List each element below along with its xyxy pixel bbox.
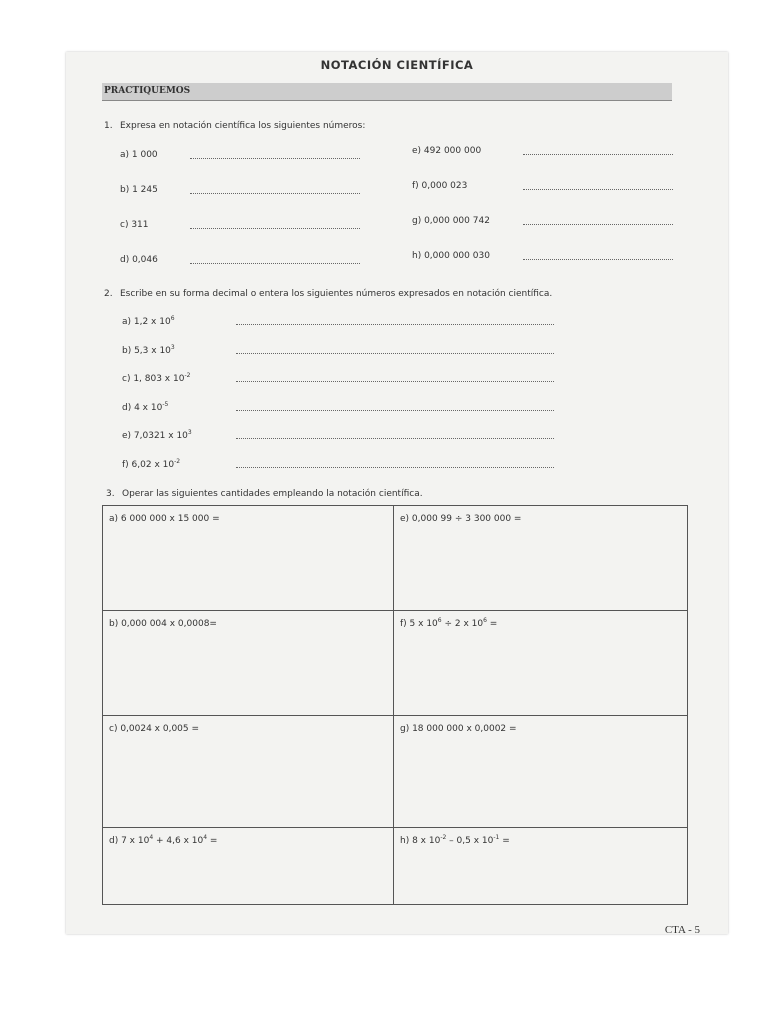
q1-item-label: d) 0,046 bbox=[120, 255, 158, 265]
q2-item-base: e) 7,0321 x 10 bbox=[122, 431, 188, 442]
question-1 bbox=[104, 121, 365, 131]
operation-label: d) 7 x $10^4 + 4,6$ x $10^4$ = bbox=[109, 834, 218, 846]
q2-item-label bbox=[122, 460, 180, 470]
operation-cell[interactable] bbox=[103, 506, 393, 610]
question-3-text: Operar las siguientes cantidades empleando la notación científica. bbox=[122, 489, 423, 499]
q2-item-base: d) 4 x 10 bbox=[122, 402, 163, 413]
operation-label: e) 0,000 99 ÷ 3 300 000 = bbox=[400, 514, 522, 524]
q1-item-label: e) 492 000 000 bbox=[412, 146, 482, 156]
q1-answer-line[interactable] bbox=[523, 259, 673, 260]
operation-cell[interactable] bbox=[393, 827, 687, 904]
q2-answer-line[interactable] bbox=[236, 324, 554, 325]
q2-answer-line[interactable] bbox=[236, 467, 554, 468]
q2-item-exponent: 3 bbox=[187, 429, 192, 437]
operation-cell[interactable] bbox=[393, 715, 687, 827]
operation-label: a) 6 000 000 x 15 000 = bbox=[109, 514, 220, 524]
operation-cell[interactable] bbox=[393, 506, 687, 610]
question-1-number: 1. bbox=[104, 121, 113, 131]
question-3-number: 3. bbox=[106, 489, 115, 499]
q2-answer-line[interactable] bbox=[236, 438, 554, 439]
q1-item-label: c) 311 bbox=[120, 220, 149, 230]
question-2-number: 2. bbox=[104, 289, 113, 299]
q1-item-label: g) 0,000 000 742 bbox=[412, 216, 490, 226]
q1-item-label: b) 1 245 bbox=[120, 185, 158, 195]
worksheet-page bbox=[66, 52, 728, 934]
question-2 bbox=[104, 289, 552, 299]
q1-answer-line[interactable] bbox=[190, 263, 360, 264]
operation-label: h) 8 x $10^{-2} - 0,5$ x $10^{-1}$ = bbox=[400, 834, 510, 846]
q1-answer-line[interactable] bbox=[523, 154, 673, 155]
q2-item-exponent: 6 bbox=[170, 315, 175, 322]
q1-answer-line[interactable] bbox=[190, 158, 360, 159]
q2-item-exponent: -5 bbox=[162, 400, 169, 408]
operation-label: b) 0,000 004 x 0,0008= bbox=[109, 619, 217, 629]
operation-cell[interactable] bbox=[103, 715, 393, 827]
q2-item-label bbox=[122, 374, 190, 384]
q2-item-base: b) 5,3 x 10 bbox=[122, 345, 171, 356]
q1-item-label: a) 1 000 bbox=[120, 150, 158, 160]
page-footer: CTA - 5 bbox=[664, 924, 700, 936]
q2-item-label bbox=[122, 317, 175, 327]
q1-answer-line[interactable] bbox=[190, 193, 360, 194]
q1-answer-line[interactable] bbox=[523, 224, 673, 225]
q2-answer-line[interactable] bbox=[236, 410, 554, 411]
operation-label: c) 0,0024 x 0,005 = bbox=[109, 724, 200, 734]
q2-answer-line[interactable] bbox=[236, 353, 554, 354]
q1-item-label: f) 0,000 023 bbox=[412, 181, 468, 191]
q2-item-label bbox=[122, 400, 169, 413]
q2-item-exponent: -2 bbox=[174, 458, 181, 465]
operation-label: g) 18 000 000 x 0,0002 = bbox=[400, 724, 517, 734]
q2-item-base: c) 1, 803 x 10 bbox=[122, 374, 185, 385]
q2-item-exponent: -2 bbox=[184, 372, 191, 380]
page-title: NOTACIÓN CIENTÍFICA bbox=[320, 58, 474, 72]
operation-cell[interactable] bbox=[103, 827, 393, 904]
operations-table bbox=[102, 505, 688, 905]
question-2-text: Escribe en su forma decimal o entera los siguientes números expresados en notación científica. bbox=[120, 289, 553, 299]
q2-item-base: a) 1,2 x 10 bbox=[122, 317, 171, 327]
operation-cell[interactable] bbox=[393, 610, 687, 715]
q2-item-exponent: 3 bbox=[170, 343, 175, 351]
q2-item-label bbox=[122, 431, 192, 441]
operation-label: f) 5 x $10^6 \div 2$ x $10^6$ = bbox=[400, 617, 498, 629]
q2-answer-line[interactable] bbox=[236, 381, 554, 382]
q1-item-label: h) 0,000 000 030 bbox=[412, 251, 490, 261]
q2-item-label bbox=[122, 343, 175, 356]
section-banner bbox=[102, 83, 672, 101]
question-1-text: Expresa en notación científica los siguientes números: bbox=[120, 121, 366, 131]
q1-answer-line[interactable] bbox=[190, 228, 360, 229]
section-banner-label: PRACTIQUEMOS bbox=[104, 86, 191, 96]
q2-item-base: f) 6,02 x 10 bbox=[122, 460, 175, 470]
question-3 bbox=[106, 489, 423, 499]
q1-answer-line[interactable] bbox=[523, 189, 673, 190]
operation-cell[interactable] bbox=[103, 610, 393, 715]
